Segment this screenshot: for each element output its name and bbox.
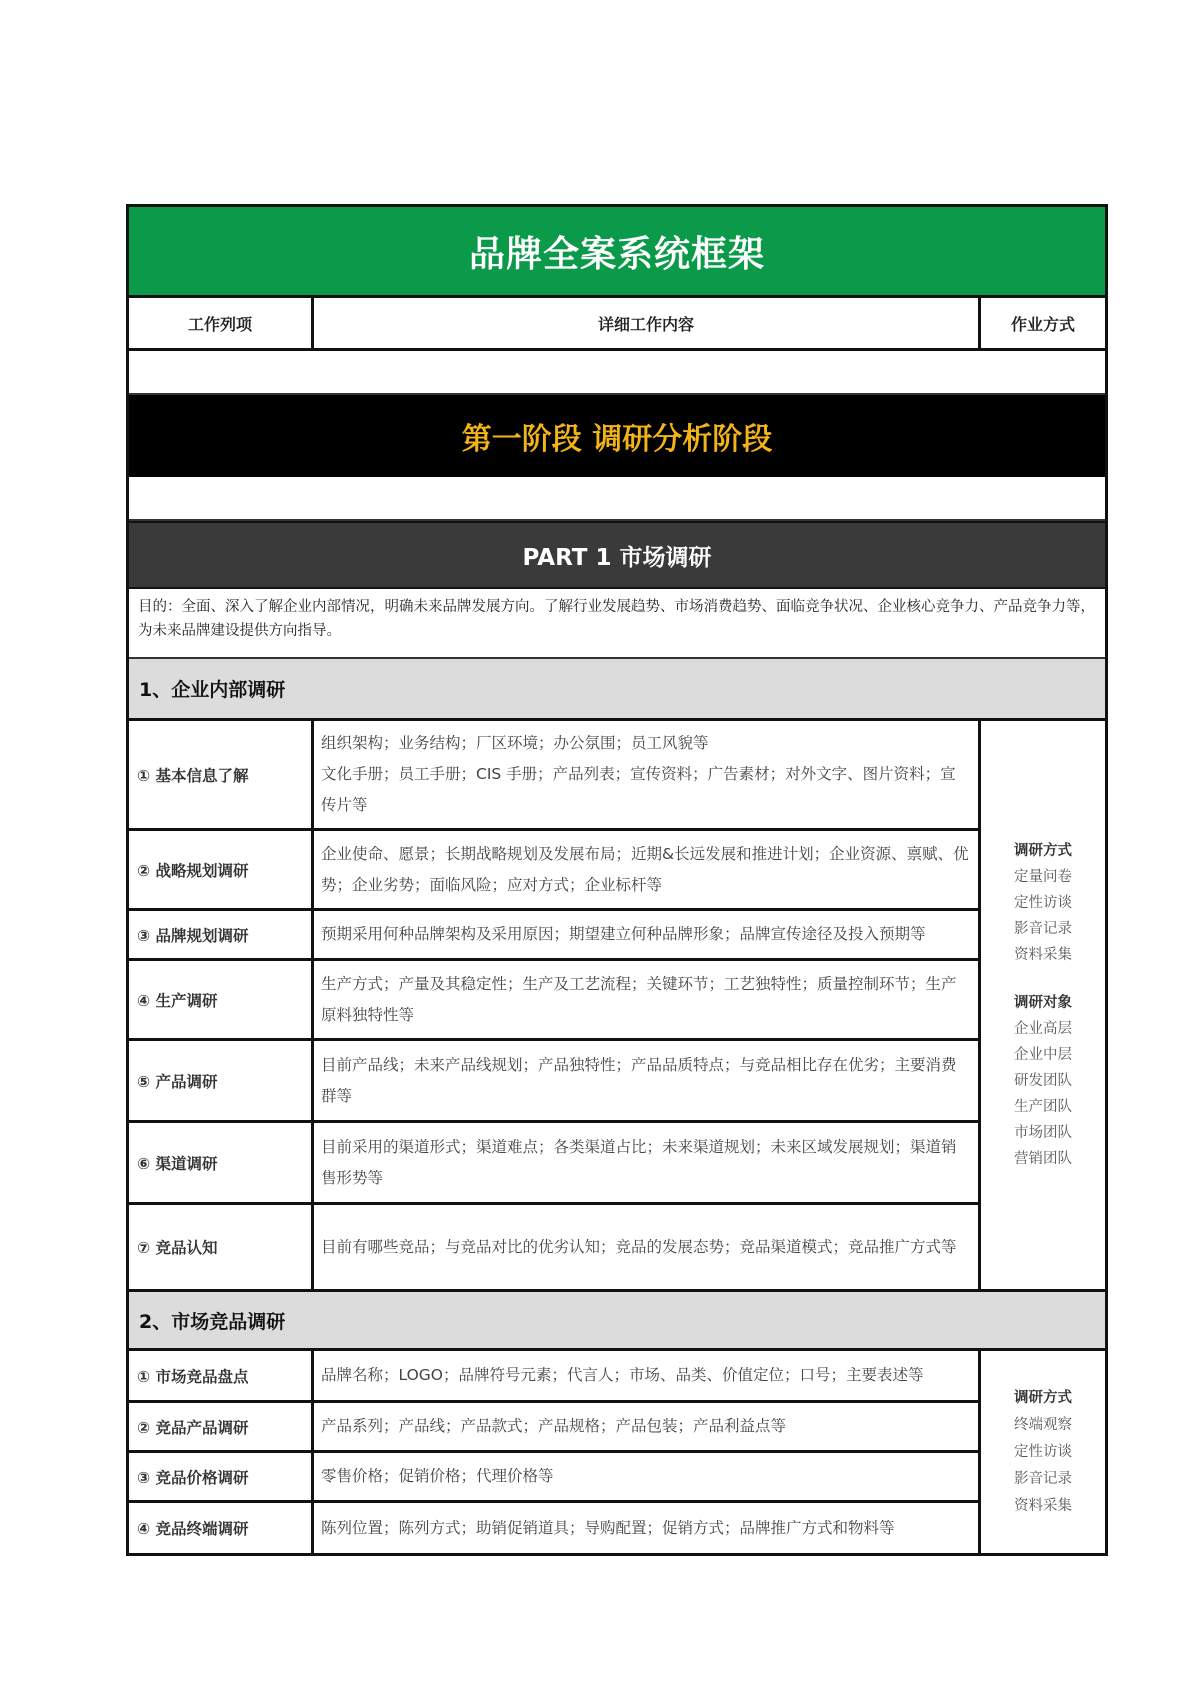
item-detail: 零售价格；促销价格；代理价格等 — [321, 1467, 554, 1485]
item-name: ④ 竞品终端调研 — [137, 1520, 249, 1538]
item-name: ⑤ 产品调研 — [137, 1072, 218, 1091]
method-item: 研发团队 — [1014, 1073, 1072, 1089]
blank-row — [129, 351, 1105, 395]
item-detail: 目前产品线；未来产品线规划；产品独特性；产品品质特点；与竞品相比存在优劣；主要消费群等 — [321, 1055, 957, 1105]
blank-row — [129, 477, 1105, 521]
item-detail: 预期采用何种品牌架构及采用原因；期望建立何种品牌形象；品牌宣传途径及投入预期等 — [321, 925, 926, 943]
item-detail: 企业使命、愿景；长期战略规划及发展布局；近期&长远发展和推进计划；企业资源、禀赋、优势；企业劣势；面临风险；应对方式；企业标杆等 — [321, 844, 969, 894]
table-row — [129, 1041, 979, 1123]
table-row — [129, 1403, 979, 1453]
header-method: 作业方式 — [1010, 314, 1075, 334]
item-name: ⑥ 渠道调研 — [137, 1154, 218, 1173]
table-row — [129, 1453, 979, 1503]
table-row — [129, 1351, 979, 1403]
method-heading: 调研方式 — [1014, 1389, 1072, 1406]
method-item: 资料采集 — [1014, 947, 1072, 963]
detail-line: 组织架构；业务结构；厂区环境；办公氛围；员工风貌等 — [321, 734, 709, 752]
phase-title: 第一阶段 调研分析阶段 — [461, 422, 773, 457]
table-row — [129, 961, 979, 1041]
method-heading: 调研对象 — [1014, 995, 1072, 1011]
item-name: ③ 竞品价格调研 — [137, 1468, 249, 1487]
item-name: ② 竞品产品调研 — [137, 1418, 249, 1437]
method-item: 资料采集 — [1014, 1497, 1072, 1514]
item-detail: 目前有哪些竞品；与竞品对比的优劣认知；竞品的发展态势；竞品渠道模式；竞品推广方式等 — [321, 1237, 957, 1256]
item-detail: 品牌名称；LOGO；品牌符号元素；代言人；市场、品类、价值定位；口号；主要表述等 — [321, 1366, 924, 1384]
method-item: 终端观察 — [1014, 1416, 1072, 1433]
table-row — [129, 721, 979, 831]
item-detail: 产品系列；产品线；产品款式；产品规格；产品包装；产品利益点等 — [321, 1417, 787, 1435]
header-detail: 详细工作内容 — [597, 314, 694, 334]
item-detail: 目前采用的渠道形式；渠道难点；各类渠道占比；未来渠道规划；未来区域发展规划；渠道销售形势等 — [321, 1137, 957, 1187]
table-row — [129, 831, 979, 911]
framework-table — [126, 204, 1108, 1556]
detail-line: 文化手册；员工手册；CIS 手册；产品列表；宣传资料；广告素材；对外文字、图片资料；宣传片等 — [321, 765, 956, 814]
section-heading: 1、企业内部调研 — [129, 659, 1105, 721]
table-row — [129, 1123, 979, 1205]
method-item: 定量问卷 — [1014, 869, 1072, 885]
method-item: 定性访谈 — [1014, 895, 1072, 911]
method-item: 企业中层 — [1014, 1047, 1072, 1063]
section2-body — [129, 1351, 1105, 1553]
item-detail — [315, 721, 975, 828]
page-title: 品牌全案系统框架 — [468, 233, 765, 275]
item-name: ② 战略规划调研 — [137, 861, 249, 880]
table-row — [129, 1503, 979, 1553]
method-column — [981, 1351, 1105, 1553]
method-item: 生产团队 — [1014, 1099, 1072, 1115]
item-detail: 生产方式；产量及其稳定性；生产及工艺流程；关键环节；工艺独特性；质量控制环节；生产原料独特性等 — [321, 974, 957, 1024]
method-column — [981, 721, 1105, 1289]
column-header-row — [129, 298, 1105, 351]
method-item: 影音记录 — [1014, 921, 1072, 937]
section-heading: 2、市场竞品调研 — [129, 1289, 1105, 1351]
method-item: 企业高层 — [1014, 1021, 1072, 1037]
item-name: ③ 品牌规划调研 — [137, 926, 249, 945]
method-item: 市场团队 — [1014, 1125, 1072, 1141]
method-heading: 调研方式 — [1014, 843, 1072, 859]
title-bar — [129, 207, 1105, 298]
item-name: ④ 生产调研 — [137, 991, 218, 1010]
part-banner — [129, 521, 1105, 589]
method-item: 定性访谈 — [1014, 1443, 1072, 1460]
phase-banner — [129, 395, 1105, 477]
item-name: ① 基本信息了解 — [137, 766, 249, 785]
method-item: 影音记录 — [1014, 1470, 1072, 1487]
item-detail: 陈列位置；陈列方式；助销促销道具；导购配置；促销方式；品牌推广方式和物料等 — [321, 1518, 895, 1537]
table-row — [129, 1205, 979, 1289]
table-row — [129, 911, 979, 961]
part-title: PART 1 市场调研 — [522, 544, 712, 571]
header-work-item: 工作列项 — [187, 314, 252, 334]
method-item: 营销团队 — [1014, 1151, 1072, 1167]
item-name: ⑦ 竞品认知 — [137, 1239, 218, 1257]
purpose-text: 目的：全面、深入了解企业内部情况，明确未来品牌发展方向。了解行业发展趋势、市场消费趋势、面临竞争状况、企业核心竞争力、产品竞争力等，为未来品牌建设提供方向指导。 — [129, 589, 1105, 659]
item-name: ① 市场竞品盘点 — [137, 1367, 249, 1386]
